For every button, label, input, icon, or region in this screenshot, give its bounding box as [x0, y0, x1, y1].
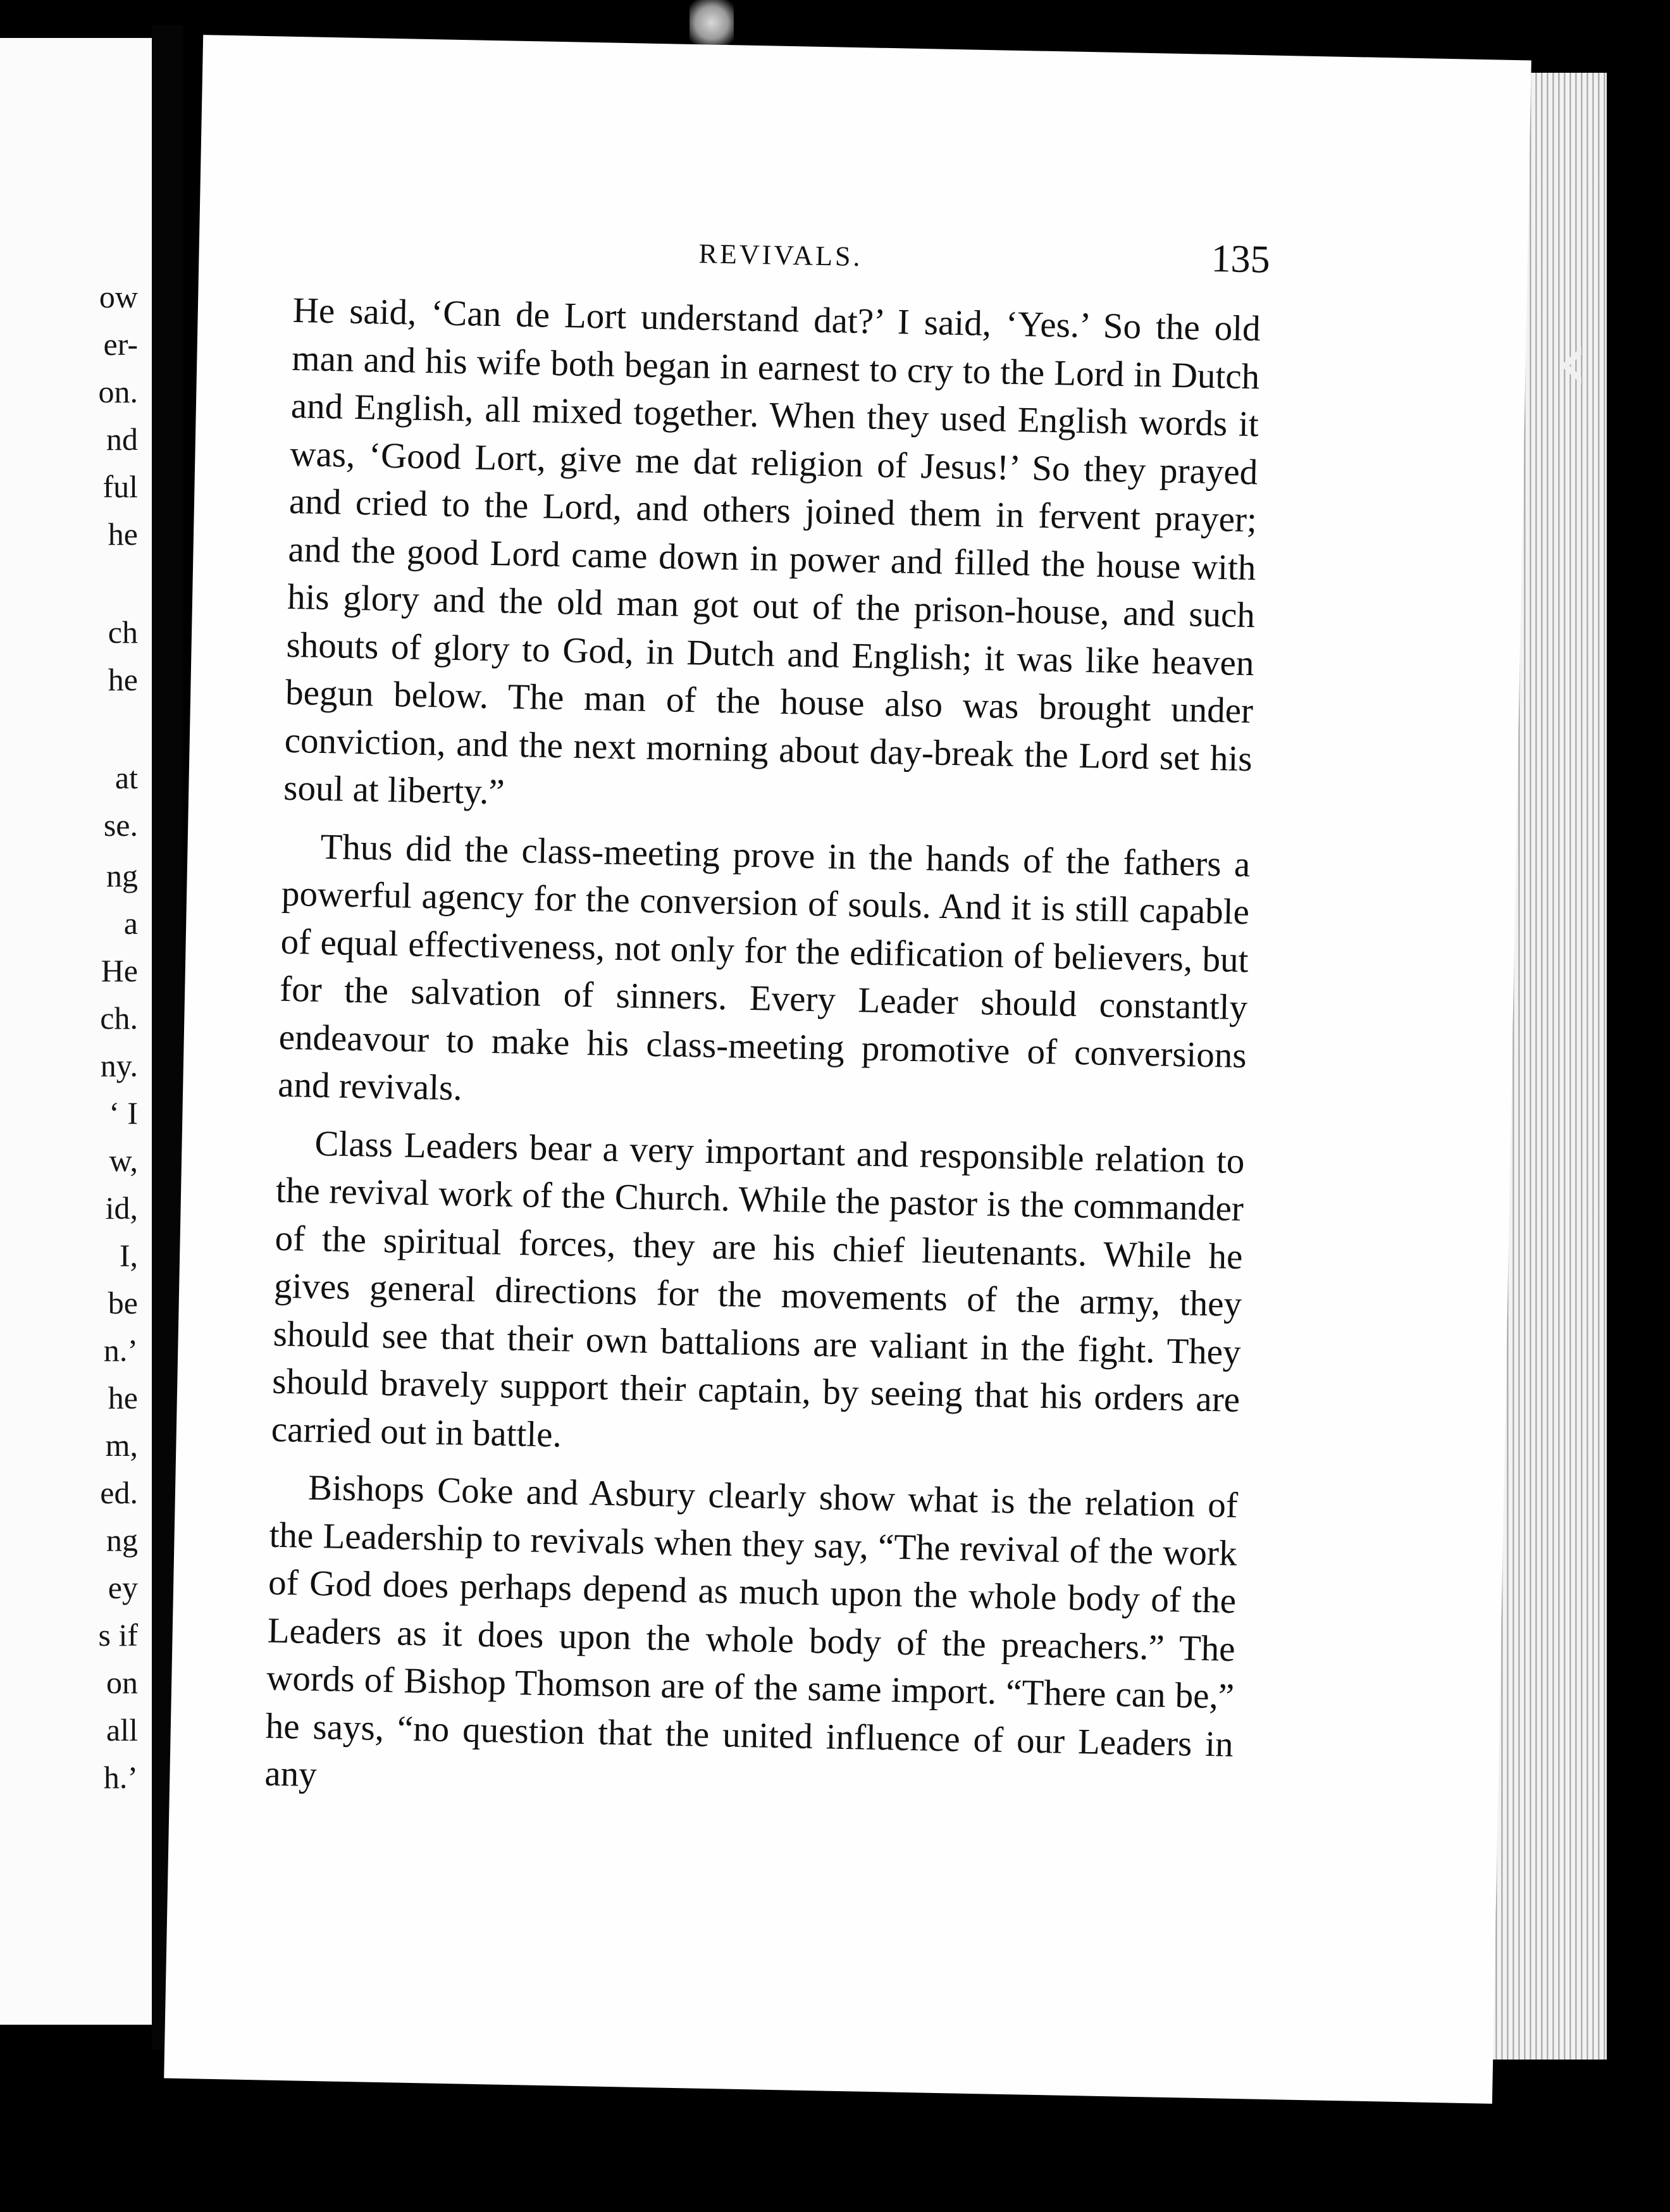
left-page-fragment: s if [98, 1617, 138, 1653]
left-facing-page [0, 38, 152, 2025]
left-page-fragment: on [106, 1665, 138, 1700]
left-page-fragment: ful [102, 469, 138, 504]
paragraph: Thus did the class-meeting prove in the hands of the fathers a powerful agency for the conversion of souls. And it is still capable of equal effectiveness, not only for the edification of believers, but for the salvation of sinners. Every Leader should constantly endeavour to make his class-meeting promotive of conversions and revivals. [277, 826, 1251, 1109]
left-page-fragment: be [108, 1285, 138, 1320]
left-page-fragment: n.’ [103, 1333, 138, 1368]
running-head: REVIVALS. [698, 238, 863, 273]
left-page-fragment: ch. [100, 1000, 138, 1036]
left-page-fragment: ow [99, 279, 138, 314]
left-page-fragment: he [108, 662, 138, 697]
paragraph: He said, ‘Can de Lort understand dat?’ I said, ‘Yes.’ So the old man and his wife both began in earnest to cry to the Lord in Dutch and English, all mixed together. When they used English words it was, ‘Good Lort, give me dat religion of Jesus!’ So they prayed and cried to the Lord, and others joined them in fervent prayer; and the good Lord came down in power and filled the house with his glory and the old man got out of the prison-house, and such shouts of glory to God, in Dutch and English; it was like heaven begun below. The man of the house also was brought under conviction, and the next morning about day-break the Lord set his soul at liberty.” [283, 290, 1261, 812]
left-page-fragment: nd [106, 421, 138, 457]
left-page-fragment: all [106, 1712, 138, 1748]
left-page-fragment: a [123, 905, 138, 941]
body-text [264, 287, 1261, 1816]
edge-mark: ‹ [1556, 313, 1589, 409]
left-page-fragment: ng [106, 858, 138, 893]
left-page-fragment: w, [109, 1143, 138, 1178]
left-page-fragment: se. [103, 807, 138, 843]
left-page-fragment: ey [108, 1570, 138, 1605]
left-page-fragment: He [101, 953, 138, 988]
left-page-fragment: I, [119, 1238, 138, 1273]
page-number: 135 [1211, 237, 1271, 282]
left-page-fragment: he [108, 516, 138, 552]
left-page-fragment: id, [105, 1190, 138, 1226]
paragraph: Bishops Coke and Asbury clearly show what is the relation of the Leadership to revivals when they say, “The revival of the work of God does perhaps depend as much upon the whole body of the Leaders as it does upon the whole body of the preachers.” The words of Bishop Thomson are of the same import. “There can be,” he says, “no question that the united influence of our Leaders in any [264, 1467, 1239, 1795]
left-page-fragment: h.’ [103, 1760, 138, 1795]
left-page-fragment: ng [106, 1522, 138, 1558]
left-page-fragment: he [108, 1380, 138, 1415]
paragraph: Class Leaders bear a very important and responsible relation to the revival work of the Church. While the pastor is the commander of the spiritual forces, they are his chief lieutenants. While he gives general directions for the movements of the army, they should see that their own battalions are valiant in the fight. They should bravely support their captain, by seeing that his orders are carried out in battle. [271, 1123, 1245, 1455]
book-page [164, 35, 1531, 2104]
left-page-fragment: m, [105, 1427, 138, 1463]
left-page-fragment: ‘ I [109, 1095, 138, 1131]
left-page-fragment: ch [108, 614, 138, 650]
left-page-fragment: ed. [100, 1475, 138, 1510]
left-page-fragment: er- [103, 326, 138, 362]
left-page-fragment: ny. [100, 1048, 138, 1083]
left-page-fragment: on. [98, 374, 138, 409]
left-page-fragment: at [114, 760, 138, 795]
